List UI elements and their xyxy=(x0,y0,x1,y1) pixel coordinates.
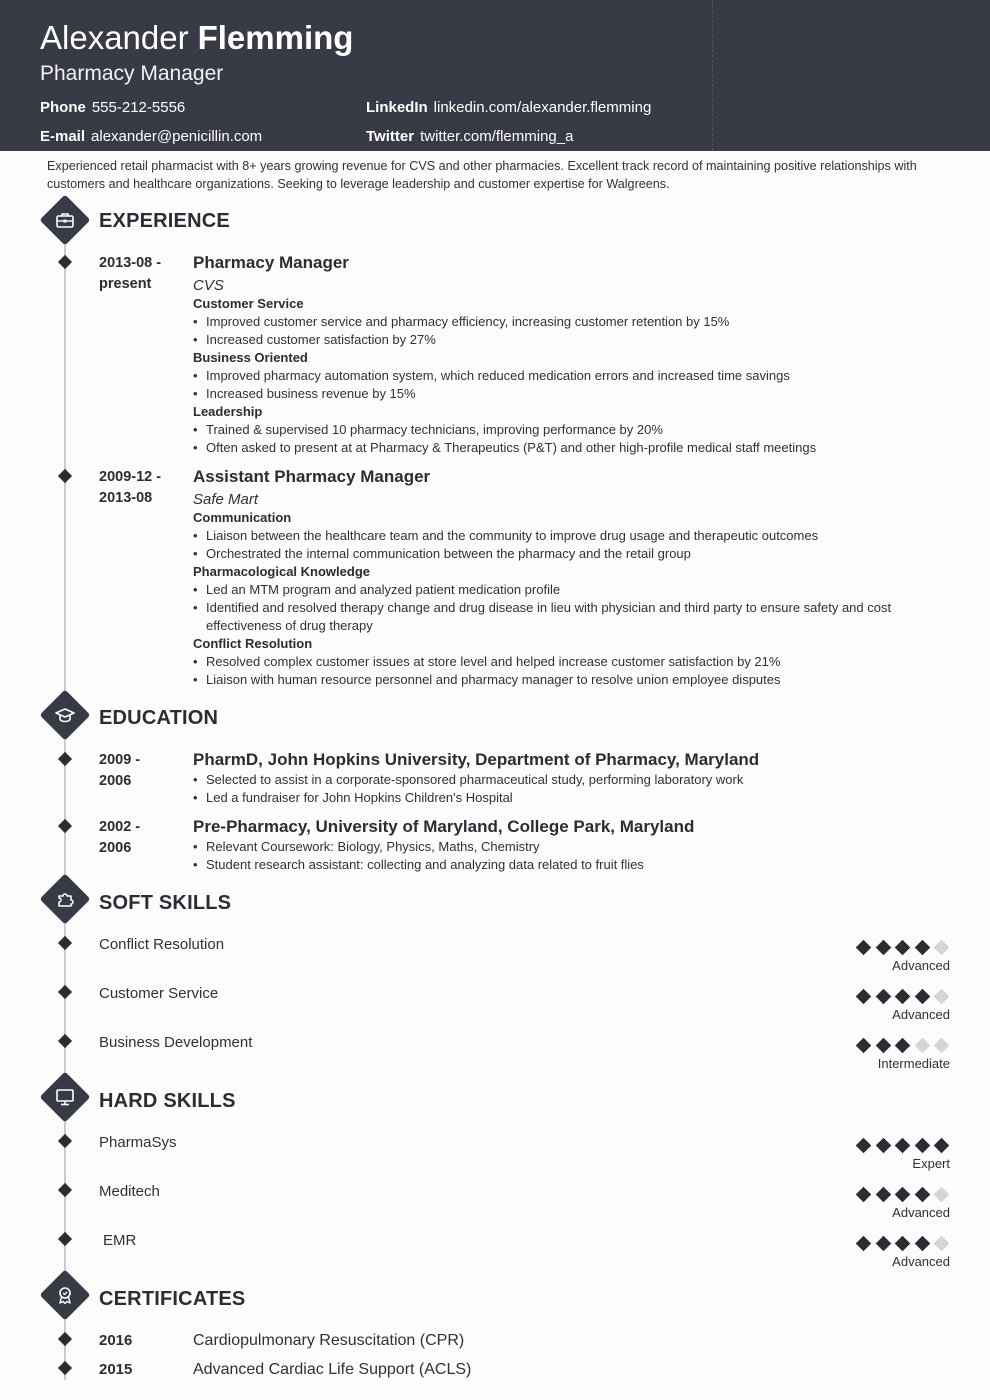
timeline-marker xyxy=(58,819,72,833)
contact-twitter xyxy=(366,127,573,147)
skill-level: Advanced xyxy=(892,1205,950,1220)
rating-diamond-filled xyxy=(914,989,930,1005)
skill-level: Advanced xyxy=(892,1007,950,1022)
timeline-line xyxy=(64,720,66,890)
skill-name: Conflict Resolution xyxy=(99,936,225,953)
cert-name: Advanced Cardiac Life Support (ACLS) xyxy=(193,1361,472,1378)
section-title-education: EDUCATION xyxy=(99,707,219,729)
job-date-start: 2013-08 - xyxy=(99,255,162,271)
contact-value[interactable]: linkedin.com/alexander.flemming xyxy=(433,99,652,116)
rating-diamond-filled xyxy=(875,1187,891,1203)
job-date-end: 2013-08 xyxy=(99,490,153,506)
skill-name: Customer Service xyxy=(99,985,219,1002)
job-subheading: Conflict Resolution xyxy=(193,636,313,651)
contact-label: LinkedIn xyxy=(366,99,428,116)
timeline-marker xyxy=(58,1183,72,1197)
timeline-marker xyxy=(58,255,72,269)
rating-diamond-empty xyxy=(914,1038,930,1054)
job-role: Assistant Pharmacy Manager xyxy=(193,467,431,486)
rating-diamond-filled xyxy=(875,989,891,1005)
skill-rating xyxy=(854,1186,950,1202)
skill-name: Business Development xyxy=(99,1034,253,1051)
section-title-experience: EXPERIENCE xyxy=(99,210,230,232)
header-divider xyxy=(712,0,713,151)
contact-value[interactable]: alexander@penicillin.com xyxy=(91,128,263,145)
rating-diamond-filled xyxy=(914,940,930,956)
job-bullet: • Led an MTM program and analyzed patient medication profile xyxy=(193,581,913,599)
job-bullet: • Resolved complex customer issues at store level and helped increase customer satisfaction by 21% xyxy=(193,653,913,671)
rating-diamond-empty xyxy=(934,1236,950,1252)
contact-value[interactable]: 555-212-5556 xyxy=(91,99,186,116)
edu-bullet: • Led a fundraiser for John Hopkins Children's Hospital xyxy=(193,789,913,807)
puzzle-icon xyxy=(40,874,91,925)
rating-diamond-filled xyxy=(895,1236,911,1252)
rating-diamond-filled xyxy=(914,1187,930,1203)
rating-diamond-empty xyxy=(934,989,950,1005)
job-bullet: • Liaison between the healthcare team and the community to improve drug usage and therapeutic outcomes xyxy=(193,527,913,545)
skill-level: Advanced xyxy=(892,958,950,973)
job-subheading: Communication xyxy=(193,510,292,525)
job-bullet: • Orchestrated the internal communication between the pharmacy and the retail group xyxy=(193,545,913,563)
skill-name: Meditech xyxy=(99,1183,160,1200)
rating-diamond-filled xyxy=(875,1038,891,1054)
timeline-marker xyxy=(58,469,72,483)
contact-email xyxy=(40,127,262,147)
briefcase-icon xyxy=(40,195,91,246)
contact-value[interactable]: twitter.com/flemming_a xyxy=(420,128,574,145)
timeline-marker xyxy=(58,752,72,766)
timeline-marker xyxy=(58,1361,72,1375)
job-company: Safe Mart xyxy=(193,491,259,508)
rating-diamond-filled xyxy=(934,1138,950,1154)
rating-diamond-empty xyxy=(934,1187,950,1203)
edu-date-end: 2006 xyxy=(99,840,132,856)
resume-header xyxy=(0,0,990,151)
edu-degree: Pre-Pharmacy, University of Maryland, College Park, Maryland xyxy=(193,817,695,836)
rating-diamond-empty xyxy=(934,1038,950,1054)
cert-name: Cardiopulmonary Resuscitation (CPR) xyxy=(193,1332,465,1349)
job-bullet: • Often asked to present at at Pharmacy & Therapeutics (P&T) and other high-profile medical staff meetings xyxy=(193,439,913,457)
rating-diamond-filled xyxy=(895,1187,911,1203)
job-subheading: Customer Service xyxy=(193,296,304,311)
contact-label: E-mail xyxy=(40,128,86,145)
rating-diamond-filled xyxy=(856,940,872,956)
skill-name: PharmaSys xyxy=(99,1134,177,1151)
edu-bullet: • Relevant Coursework: Biology, Physics, Maths, Chemistry xyxy=(193,838,913,856)
edu-degree: PharmD, John Hopkins University, Department of Pharmacy, Maryland xyxy=(193,750,760,769)
timeline-marker xyxy=(58,936,72,950)
rating-diamond-filled xyxy=(875,940,891,956)
timeline-marker xyxy=(58,1332,72,1346)
timeline-line xyxy=(64,225,66,705)
skill-rating xyxy=(854,939,950,955)
job-company: CVS xyxy=(193,277,224,294)
edu-date-end: 2006 xyxy=(99,773,132,789)
job-bullet: • Identified and resolved therapy change and drug disease in lieu with physician and third party to ensure safety and cost effectiveness of drug therapy xyxy=(193,599,913,635)
timeline-marker xyxy=(58,1034,72,1048)
skill-level: Intermediate xyxy=(877,1056,950,1071)
award-icon xyxy=(40,1270,91,1321)
timeline-marker xyxy=(58,1134,72,1148)
section-title-soft-skills: SOFT SKILLS xyxy=(99,892,232,914)
rating-diamond-filled xyxy=(856,1187,872,1203)
job-bullet: • Liaison with human resource personnel and pharmacy manager to resolve union employee disputes xyxy=(193,671,913,689)
job-date-end: present xyxy=(99,276,152,292)
contact-linkedin xyxy=(366,98,651,118)
job-bullet: • Trained & supervised 10 pharmacy technicians, improving performance by 20% xyxy=(193,421,913,439)
job-subheading: Leadership xyxy=(193,404,263,419)
job-date-start: 2009-12 - xyxy=(99,469,162,485)
job-title: Pharmacy Manager xyxy=(40,62,224,85)
rating-diamond-filled xyxy=(895,1138,911,1154)
skill-rating xyxy=(854,1037,950,1053)
rating-diamond-empty xyxy=(934,940,950,956)
graduation-cap-icon xyxy=(40,690,91,741)
job-subheading: Business Oriented xyxy=(193,350,308,365)
rating-diamond-filled xyxy=(856,1038,872,1054)
job-bullet: • Increased customer satisfaction by 27% xyxy=(193,331,913,349)
edu-date-start: 2009 - xyxy=(99,752,141,768)
rating-diamond-filled xyxy=(875,1236,891,1252)
cert-year: 2016 xyxy=(99,1332,133,1349)
skill-name: EMR xyxy=(103,1232,137,1249)
contact-phone xyxy=(40,98,185,118)
skill-level: Advanced xyxy=(892,1254,950,1269)
cert-year: 2015 xyxy=(99,1361,133,1378)
job-bullet: • Improved customer service and pharmacy efficiency, increasing customer retention by 15% xyxy=(193,313,913,331)
timeline-marker xyxy=(58,1232,72,1246)
timeline-marker xyxy=(58,985,72,999)
first-name: Alexander xyxy=(40,19,189,56)
rating-diamond-filled xyxy=(914,1138,930,1154)
job-role: Pharmacy Manager xyxy=(193,253,349,272)
rating-diamond-filled xyxy=(856,989,872,1005)
contact-label: Phone xyxy=(40,99,86,116)
rating-diamond-filled xyxy=(895,1038,911,1054)
section-title-certificates: CERTIFICATES xyxy=(99,1288,246,1310)
contact-label: Twitter xyxy=(366,128,415,145)
rating-diamond-filled xyxy=(856,1236,872,1252)
job-bullet: • Improved pharmacy automation system, which reduced medication errors and increased time savings xyxy=(193,367,913,385)
skill-rating xyxy=(854,988,950,1004)
rating-diamond-filled xyxy=(895,940,911,956)
skill-rating xyxy=(854,1137,950,1153)
last-name: Flemming xyxy=(197,19,354,56)
rating-diamond-filled xyxy=(856,1138,872,1154)
skill-rating xyxy=(854,1235,950,1251)
section-title-hard-skills: HARD SKILLS xyxy=(99,1090,236,1112)
skill-level: Expert xyxy=(912,1156,950,1171)
rating-diamond-filled xyxy=(895,989,911,1005)
job-bullet: • Increased business revenue by 15% xyxy=(193,385,913,403)
edu-bullet: • Student research assistant: collecting and analyzing data related to fruit flies xyxy=(193,856,913,874)
candidate-name xyxy=(40,18,353,58)
rating-diamond-filled xyxy=(914,1236,930,1252)
monitor-icon xyxy=(40,1072,91,1123)
edu-bullet: • Selected to assist in a corporate-sponsored pharmaceutical study, performing laboratory work xyxy=(193,771,913,789)
edu-date-start: 2002 - xyxy=(99,819,141,835)
job-subheading: Pharmacological Knowledge xyxy=(193,564,370,579)
summary-text: Experienced retail pharmacist with 8+ years growing revenue for CVS and other pharmacies. Excellent track record of maintaining positive relationships with customers and healthcare organizations. Seeking to leverage leadership and customer expertise for Walgreens. xyxy=(47,159,917,191)
rating-diamond-filled xyxy=(875,1138,891,1154)
